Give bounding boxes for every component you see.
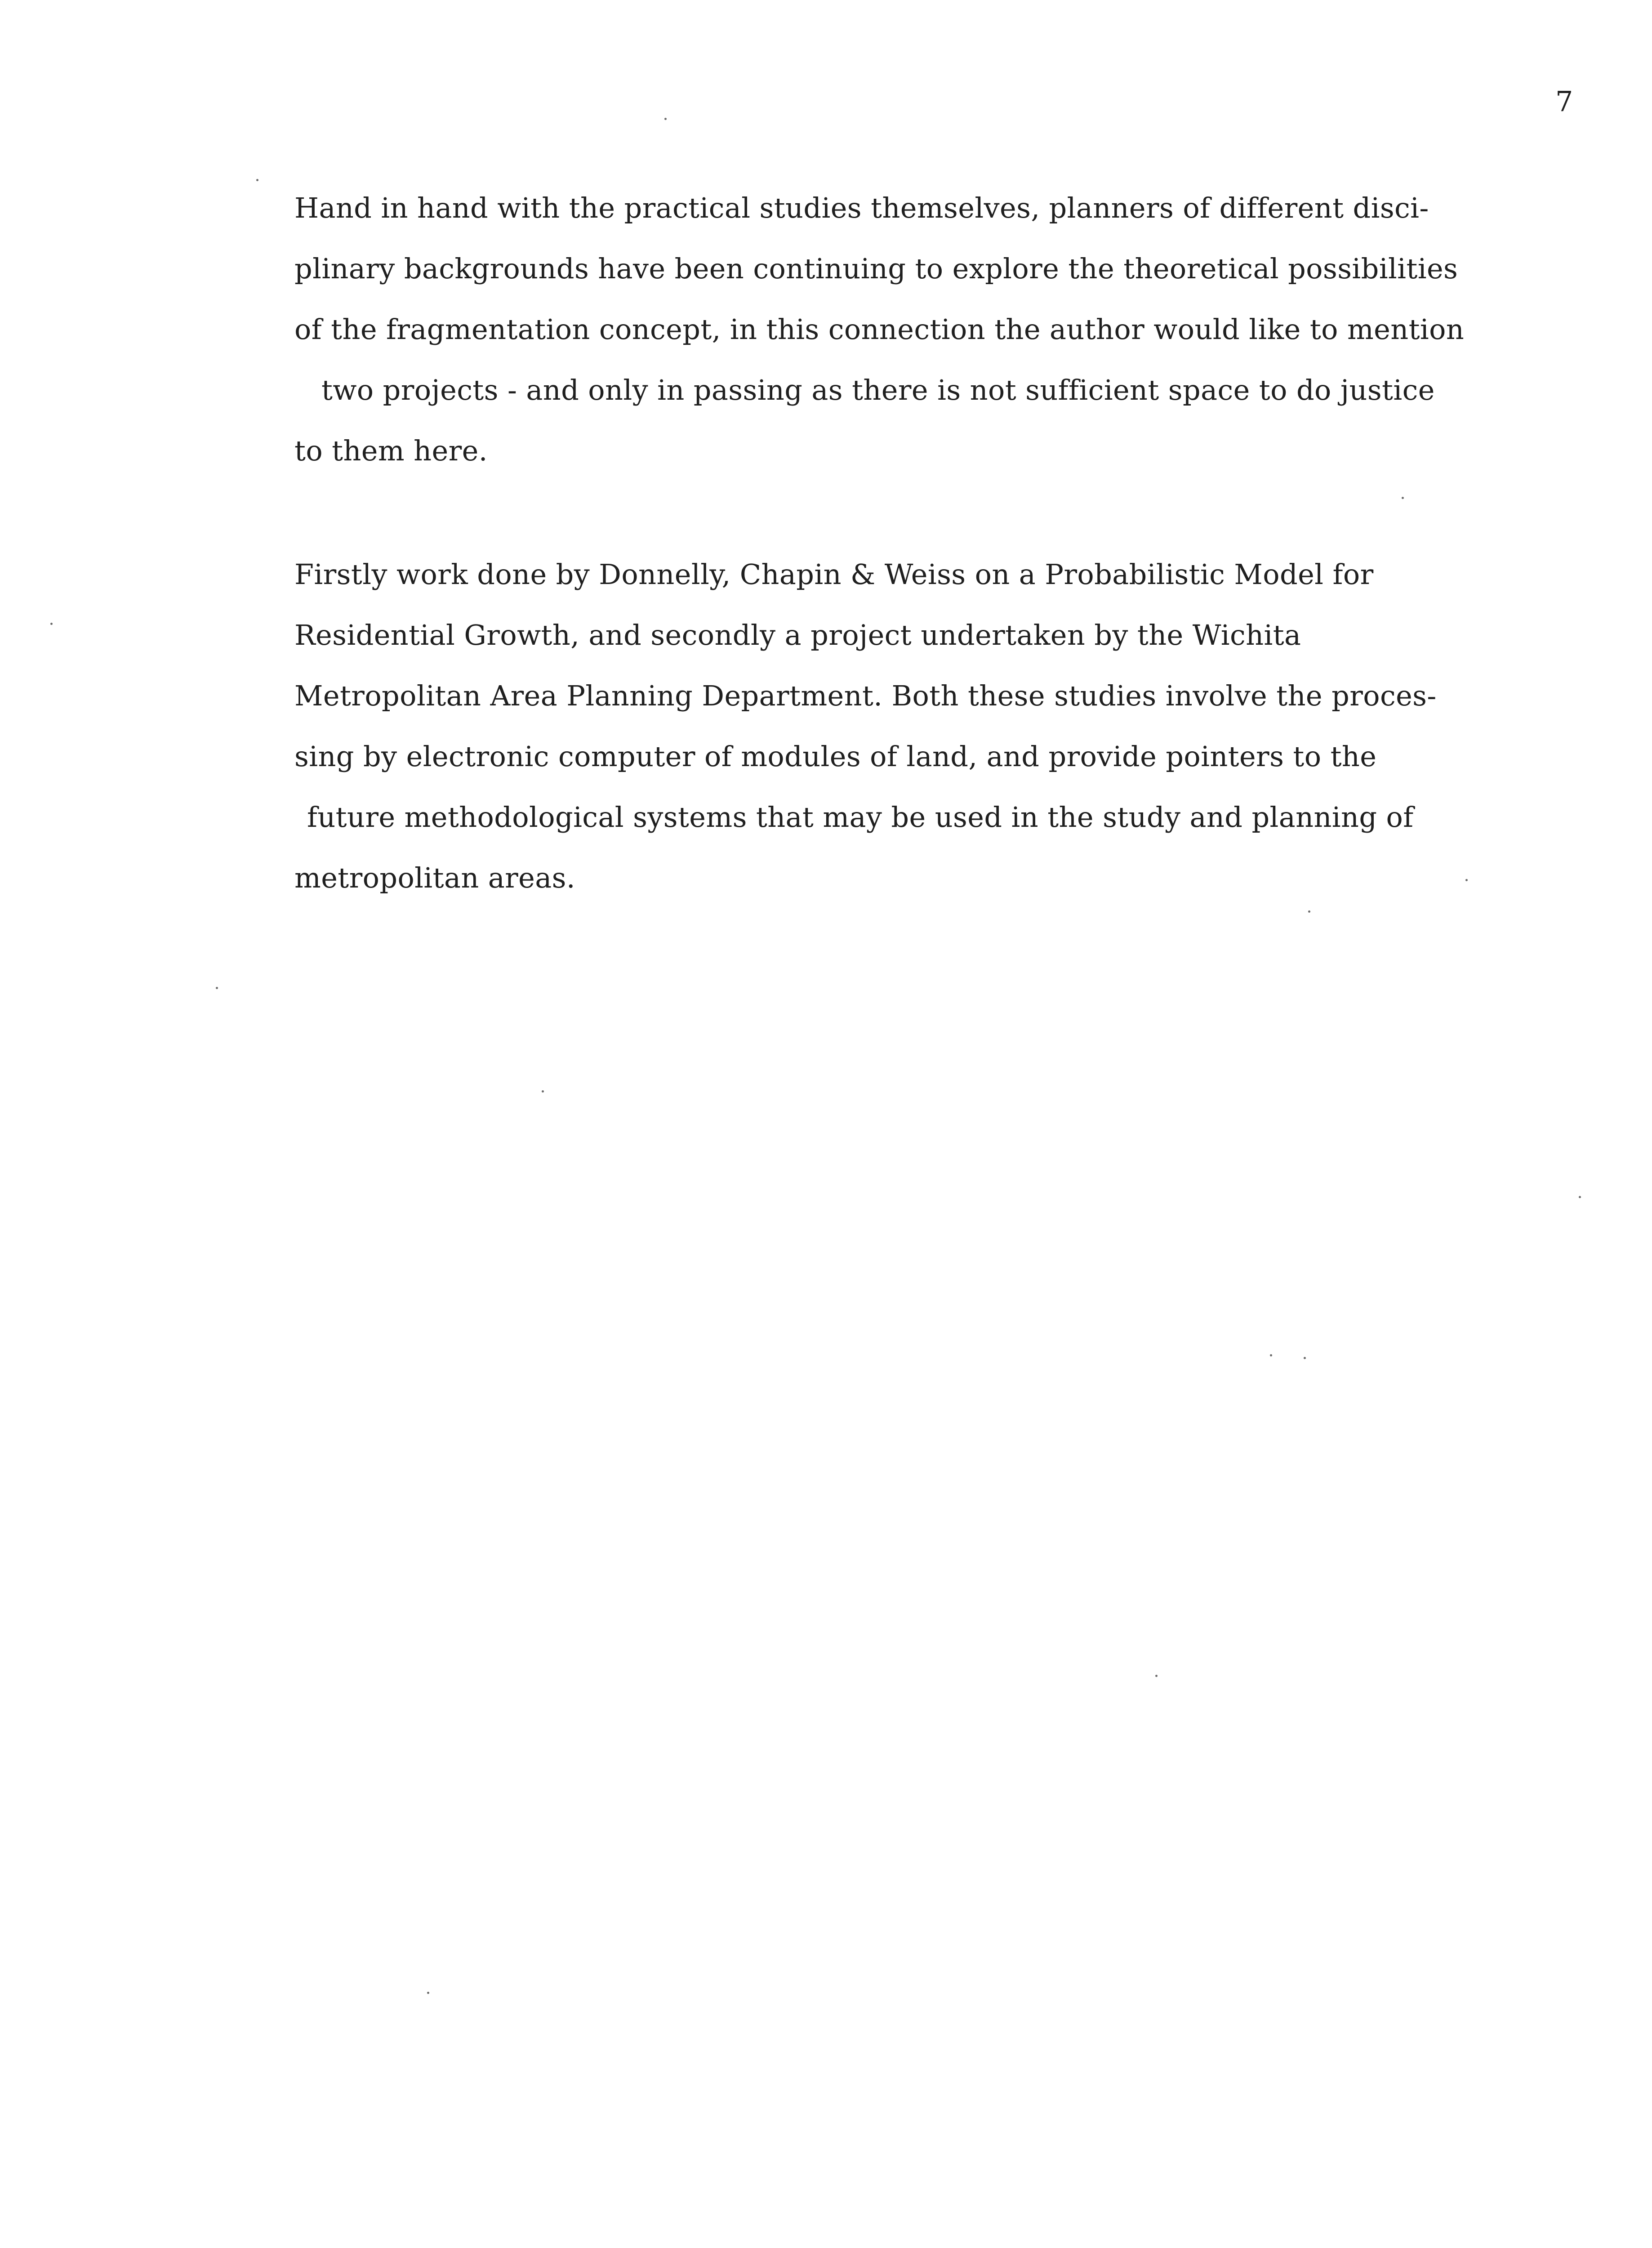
paragraph-line: Residential Growth, and secondly a project undertaken by the Wichita: [294, 619, 1301, 651]
scan-speck: [1579, 1196, 1581, 1198]
scan-speck: [427, 1992, 429, 1994]
scan-speck: [1155, 1675, 1158, 1677]
paragraph-1: [294, 178, 1589, 481]
paragraph-line: two projects - and only in passing as there is not sufficient space to do justice: [321, 374, 1435, 406]
scan-speck: [1402, 497, 1404, 499]
paragraph-line: metropolitan areas.: [294, 861, 575, 894]
scan-speck: [1465, 879, 1468, 881]
paragraph-line: Hand in hand with the practical studies themselves, planners of different disci-: [294, 192, 1429, 224]
page-number: 7: [1555, 85, 1573, 118]
paragraph-line: Metropolitan Area Planning Department. Both these studies involve the proces-: [294, 679, 1437, 712]
paragraph-line: Firstly work done by Donnelly, Chapin & Weiss on a Probabilistic Model for: [294, 558, 1374, 591]
paragraph-2: [294, 544, 1589, 908]
scan-speck: [664, 118, 667, 120]
scan-speck: [1304, 1357, 1306, 1359]
scan-speck: [1270, 1354, 1272, 1356]
paragraph-line: sing by electronic computer of modules of land, and provide pointers to the: [294, 740, 1377, 773]
scan-speck: [542, 1090, 544, 1093]
paragraph-line: of the fragmentation concept, in this connection the author would like to mention: [294, 313, 1465, 346]
scan-speck: [216, 987, 218, 989]
paragraph-line: to them here.: [294, 434, 488, 467]
scan-speck: [256, 179, 258, 181]
paragraph-line: plinary backgrounds have been continuing to explore the theoretical possibilities: [294, 252, 1458, 285]
paragraph-line: future methodological systems that may be used in the study and planning of: [307, 801, 1414, 834]
scan-speck: [50, 623, 53, 625]
scan-speck: [1308, 910, 1310, 913]
